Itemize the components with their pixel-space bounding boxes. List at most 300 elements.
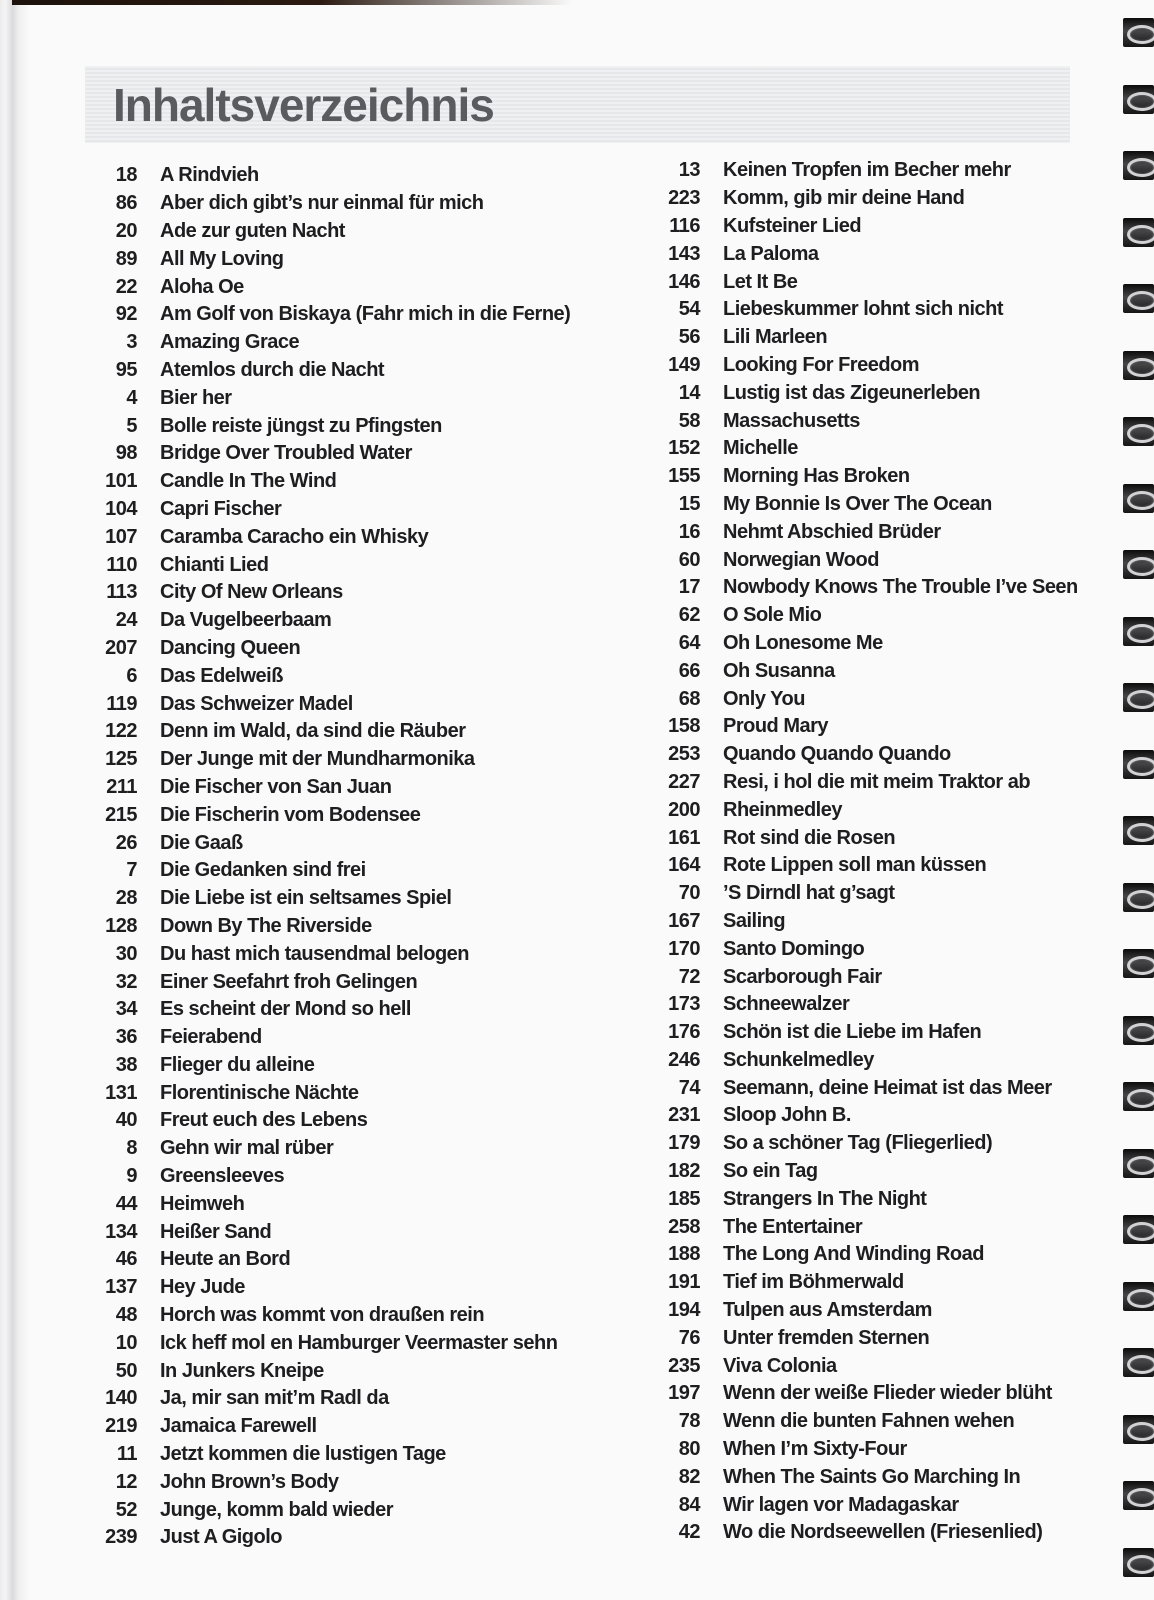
toc-page-number: 176 xyxy=(668,1021,700,1044)
toc-song-title: Tulpen aus Amsterdam xyxy=(723,1299,932,1322)
toc-page-number: 116 xyxy=(669,214,700,237)
toc-entry xyxy=(648,574,1078,602)
toc-song-title: Rote Lippen soll man küssen xyxy=(723,854,987,877)
toc-page-number: 12 xyxy=(115,1470,137,1493)
toc-entry xyxy=(648,657,1078,685)
toc-page-number: 11 xyxy=(116,1443,137,1466)
toc-song-title: Kufsteiner Lied xyxy=(723,214,862,237)
toc-page-number: 58 xyxy=(678,409,700,432)
toc-entry xyxy=(85,496,570,524)
spiral-ring-wire xyxy=(1127,1222,1154,1241)
toc-entry xyxy=(85,1246,570,1274)
toc-page-number: 140 xyxy=(105,1387,137,1410)
toc-song-title: Lili Marleen xyxy=(723,326,828,349)
toc-entry xyxy=(85,1413,570,1441)
toc-entry xyxy=(85,1468,570,1496)
toc-entry xyxy=(648,1102,1078,1130)
spiral-ring-wire xyxy=(1127,1555,1154,1574)
toc-song-title: Das Edelweiß xyxy=(160,664,283,687)
toc-page-number: 161 xyxy=(668,826,700,849)
toc-song-title: Norwegian Wood xyxy=(723,548,879,571)
toc-song-title: Einer Seefahrt froh Gelingen xyxy=(160,970,418,993)
toc-entry xyxy=(648,240,1078,268)
toc-song-title: Schunkelmedley xyxy=(723,1048,874,1071)
toc-entry xyxy=(648,407,1078,435)
toc-page-number: 197 xyxy=(668,1382,700,1405)
toc-page-number: 146 xyxy=(668,270,700,293)
toc-song-title: Capri Fischer xyxy=(160,497,282,520)
toc-page-number: 122 xyxy=(105,720,137,743)
toc-entry xyxy=(648,1019,1078,1047)
toc-song-title: Jamaica Farewell xyxy=(160,1415,317,1438)
toc-song-title: City Of New Orleans xyxy=(160,581,343,604)
spiral-ring xyxy=(1123,750,1154,779)
toc-page-number: 68 xyxy=(678,687,700,710)
toc-page-number: 167 xyxy=(668,909,700,932)
toc-song-title: Schön ist die Liebe im Hafen xyxy=(723,1021,982,1044)
toc-entry xyxy=(85,357,570,385)
toc-entry xyxy=(648,1324,1078,1352)
toc-song-title: The Entertainer xyxy=(723,1215,863,1238)
toc-entry xyxy=(648,435,1078,463)
toc-entry xyxy=(85,468,570,496)
toc-entry xyxy=(648,963,1078,991)
toc-entry xyxy=(648,1491,1078,1519)
toc-page-number: 46 xyxy=(115,1248,137,1271)
toc-song-title: Oh Lonesome Me xyxy=(723,631,883,654)
toc-page-number: 74 xyxy=(678,1076,700,1099)
toc-page-number: 48 xyxy=(115,1304,137,1327)
toc-song-title: Wo die Nordseewellen (Friesenlied) xyxy=(723,1521,1043,1544)
toc-page-number: 78 xyxy=(678,1410,700,1433)
toc-song-title: Santo Domingo xyxy=(723,937,865,960)
toc-entry xyxy=(648,991,1078,1019)
toc-entry xyxy=(85,1329,570,1357)
spiral-ring xyxy=(1123,1016,1154,1045)
toc-page-number: 143 xyxy=(668,242,700,265)
toc-song-title: Wenn der weiße Flieder wieder blüht xyxy=(723,1382,1052,1405)
toc-song-title: Freut euch des Lebens xyxy=(160,1109,368,1132)
toc-page-number: 164 xyxy=(668,854,700,877)
toc-entry xyxy=(85,662,570,690)
toc-song-title: Michelle xyxy=(723,437,798,460)
toc-song-title: O Sole Mio xyxy=(723,604,822,627)
toc-song-title: Liebeskummer lohnt sich nicht xyxy=(723,298,1004,321)
toc-entry xyxy=(85,913,570,941)
spiral-ring-wire xyxy=(1127,557,1154,576)
toc-entry xyxy=(648,157,1078,185)
toc-entry xyxy=(648,546,1078,574)
toc-page-number: 155 xyxy=(668,465,700,488)
toc-entry xyxy=(648,908,1078,936)
spiral-ring-wire xyxy=(1127,25,1154,44)
toc-entry xyxy=(85,1024,570,1052)
toc-page-number: 200 xyxy=(668,798,700,821)
spiral-ring xyxy=(1123,683,1154,712)
spiral-ring-wire xyxy=(1127,1488,1154,1507)
toc-entry xyxy=(648,1074,1078,1102)
toc-page-number: 34 xyxy=(115,998,137,1021)
spiral-ring xyxy=(1123,85,1154,114)
toc-page-number: 8 xyxy=(126,1137,137,1160)
toc-page-number: 173 xyxy=(668,993,700,1016)
toc-song-title: Wenn die bunten Fahnen wehen xyxy=(723,1410,1015,1433)
toc-page-number: 215 xyxy=(105,803,137,826)
toc-page-number: 62 xyxy=(678,604,700,627)
spiral-ring xyxy=(1123,351,1154,380)
toc-entry xyxy=(648,1297,1078,1325)
toc-song-title: Caramba Caracho ein Whisky xyxy=(160,525,429,548)
toc-page-number: 15 xyxy=(678,492,700,515)
toc-song-title: Feierabend xyxy=(160,1026,262,1049)
toc-song-title: Nehmt Abschied Brüder xyxy=(723,520,941,543)
toc-page-number: 72 xyxy=(678,965,700,988)
spiral-ring-wire xyxy=(1127,225,1154,244)
spiral-ring xyxy=(1123,1415,1154,1444)
toc-entry xyxy=(85,635,570,663)
toc-entry xyxy=(85,690,570,718)
toc-page-number: 86 xyxy=(115,192,137,215)
toc-page-number: 194 xyxy=(668,1299,700,1322)
toc-song-title: Scarborough Fair xyxy=(723,965,882,988)
toc-page-number: 211 xyxy=(106,775,137,798)
toc-entry xyxy=(648,1047,1078,1075)
toc-entry xyxy=(85,1052,570,1080)
spiral-ring-wire xyxy=(1127,956,1154,975)
toc-page-number: 6 xyxy=(126,664,137,687)
toc-entry xyxy=(648,213,1078,241)
toc-song-title: Gehn wir mal rüber xyxy=(160,1137,334,1160)
toc-entry xyxy=(85,746,570,774)
toc-page-number: 191 xyxy=(668,1271,700,1294)
toc-song-title: Proud Mary xyxy=(723,715,829,738)
toc-entry xyxy=(648,1130,1078,1158)
toc-page-number: 76 xyxy=(678,1326,700,1349)
toc-song-title: Sloop John B. xyxy=(723,1104,851,1127)
toc-song-title: Looking For Freedom xyxy=(723,353,920,376)
toc-page-number: 18 xyxy=(115,164,137,187)
toc-page-number: 104 xyxy=(105,497,137,520)
toc-entry xyxy=(85,301,570,329)
spiral-ring-wire xyxy=(1127,890,1154,909)
toc-page-number: 89 xyxy=(115,247,137,270)
toc-entry xyxy=(85,968,570,996)
toc-entry xyxy=(85,245,570,273)
toc-song-title: When The Saints Go Marching In xyxy=(723,1465,1021,1488)
toc-song-title: Greensleeves xyxy=(160,1165,285,1188)
spiral-ring xyxy=(1123,1149,1154,1178)
toc-song-title: Am Golf von Biskaya (Fahr mich in die Ferne) xyxy=(160,303,571,326)
toc-entry xyxy=(85,607,570,635)
toc-page-number: 5 xyxy=(126,414,137,437)
toc-page-number: 185 xyxy=(668,1187,700,1210)
toc-song-title: Quando Quando Quando xyxy=(723,743,951,766)
toc-song-title: Denn im Wald, da sind die Räuber xyxy=(160,720,466,743)
toc-page-number: 149 xyxy=(668,353,700,376)
toc-entry xyxy=(85,273,570,301)
toc-page-number: 64 xyxy=(678,631,700,654)
toc-song-title: Bier her xyxy=(160,386,232,409)
toc-entry xyxy=(648,463,1078,491)
toc-song-title: Die Fischerin vom Bodensee xyxy=(160,803,421,826)
toc-page-number: 137 xyxy=(105,1276,137,1299)
page-edge xyxy=(0,0,30,1600)
toc-entry xyxy=(648,1463,1078,1491)
toc-song-title: Wir lagen vor Madagaskar xyxy=(723,1493,959,1516)
toc-song-title: Down By The Riverside xyxy=(160,914,372,937)
toc-entry xyxy=(648,1158,1078,1186)
toc-entry xyxy=(85,440,570,468)
toc-entry xyxy=(85,1357,570,1385)
toc-page-number: 80 xyxy=(678,1438,700,1461)
spiral-ring-wire xyxy=(1127,1422,1154,1441)
spiral-ring-wire xyxy=(1127,823,1154,842)
toc-page-number: 258 xyxy=(668,1215,700,1238)
toc-song-title: Strangers In The Night xyxy=(723,1187,927,1210)
toc-song-title: Florentinische Nächte xyxy=(160,1081,359,1104)
toc-song-title: Heimweh xyxy=(160,1192,245,1215)
toc-song-title: Schneewalzer xyxy=(723,993,850,1016)
toc-song-title: Die Liebe ist ein seltsames Spiel xyxy=(160,887,452,910)
toc-entry xyxy=(85,940,570,968)
toc-song-title: Heißer Sand xyxy=(160,1220,272,1243)
toc-song-title: Komm, gib mir deine Hand xyxy=(723,187,965,210)
spiral-ring xyxy=(1123,1082,1154,1111)
toc-song-title: Candle In The Wind xyxy=(160,470,337,493)
page-title: Inhaltsverzeichnis xyxy=(113,79,494,131)
toc-song-title: Let It Be xyxy=(723,270,798,293)
toc-page-number: 128 xyxy=(105,914,137,937)
toc-entry xyxy=(85,218,570,246)
toc-page-number: 152 xyxy=(668,437,700,460)
spiral-ring-wire xyxy=(1127,1289,1154,1308)
toc-song-title: Only You xyxy=(723,687,805,710)
toc-song-title: John Brown’s Body xyxy=(160,1470,339,1493)
toc-song-title: Ick heff mol en Hamburger Veermaster sehn xyxy=(160,1331,558,1354)
spiral-ring xyxy=(1123,284,1154,313)
toc-song-title: Horch was kommt von draußen rein xyxy=(160,1304,485,1327)
toc-song-title: ’S Dirndl hat g’sagt xyxy=(723,882,895,905)
toc-page-number: 10 xyxy=(115,1331,137,1354)
toc-page-number: 3 xyxy=(126,331,137,354)
toc-entry xyxy=(648,1519,1078,1547)
toc-entry xyxy=(648,1185,1078,1213)
toc-page-number: 24 xyxy=(115,609,137,632)
toc-song-title: Junge, komm bald wieder xyxy=(160,1498,394,1521)
toc-page-number: 56 xyxy=(678,326,700,349)
toc-entry xyxy=(648,880,1078,908)
toc-entry xyxy=(648,824,1078,852)
toc-page-number: 50 xyxy=(115,1359,137,1382)
spiral-ring-wire xyxy=(1127,1023,1154,1042)
toc-page-number: 36 xyxy=(115,1026,137,1049)
toc-page-number: 7 xyxy=(126,859,137,882)
toc-entry xyxy=(648,741,1078,769)
toc-entry xyxy=(85,1496,570,1524)
toc-song-title: Das Schweizer Madel xyxy=(160,692,353,715)
toc-song-title: Viva Colonia xyxy=(723,1354,837,1377)
toc-entry xyxy=(85,1107,570,1135)
toc-song-title: Keinen Tropfen im Becher mehr xyxy=(723,159,1011,182)
toc-page-number: 125 xyxy=(105,748,137,771)
toc-page-number: 170 xyxy=(668,937,700,960)
toc-page-number: 22 xyxy=(115,275,137,298)
toc-song-title: Chianti Lied xyxy=(160,553,269,576)
toc-page-number: 101 xyxy=(105,470,137,493)
toc-entry xyxy=(648,518,1078,546)
spiral-ring-wire xyxy=(1127,424,1154,443)
spiral-ring xyxy=(1123,1348,1154,1377)
toc-song-title: Amazing Grace xyxy=(160,331,300,354)
toc-page-number: 20 xyxy=(115,219,137,242)
spiral-ring-wire xyxy=(1127,358,1154,377)
toc-entry xyxy=(648,630,1078,658)
spiral-ring xyxy=(1123,550,1154,579)
spiral-ring xyxy=(1123,1481,1154,1510)
toc-entry xyxy=(648,1269,1078,1297)
toc-song-title: So a schöner Tag (Fliegerlied) xyxy=(723,1132,993,1155)
toc-page-number: 246 xyxy=(668,1048,700,1071)
toc-entry xyxy=(648,1408,1078,1436)
toc-entry xyxy=(85,1524,570,1552)
toc-page-number: 158 xyxy=(668,715,700,738)
toc-song-title: Die Fischer von San Juan xyxy=(160,775,392,798)
spiral-ring-wire xyxy=(1127,158,1154,177)
spiral-ring-wire xyxy=(1127,1089,1154,1108)
spiral-ring-wire xyxy=(1127,491,1154,510)
toc-entry xyxy=(648,852,1078,880)
toc-page-number: 188 xyxy=(668,1243,700,1266)
spiral-ring xyxy=(1123,218,1154,247)
spiral-ring xyxy=(1123,883,1154,912)
toc-page-number: 207 xyxy=(105,636,137,659)
header-bar xyxy=(85,66,1070,143)
toc-song-title: Nowbody Knows The Trouble I’ve Seen xyxy=(723,576,1078,599)
toc-song-title: The Long And Winding Road xyxy=(723,1243,984,1266)
toc-page-number: 182 xyxy=(668,1160,700,1183)
toc-song-title: Die Gedanken sind frei xyxy=(160,859,366,882)
toc-song-title: Aloha Oe xyxy=(160,275,244,298)
spiral-ring-wire xyxy=(1127,1156,1154,1175)
toc-song-title: Ade zur guten Nacht xyxy=(160,219,345,242)
toc-entry xyxy=(648,379,1078,407)
toc-song-title: My Bonnie Is Over The Ocean xyxy=(723,492,992,515)
toc-entry xyxy=(648,602,1078,630)
toc-entry xyxy=(648,685,1078,713)
spiral-ring xyxy=(1123,617,1154,646)
toc-page-number: 38 xyxy=(115,1053,137,1076)
toc-song-title: Just A Gigolo xyxy=(160,1526,283,1549)
toc-page-number: 239 xyxy=(105,1526,137,1549)
toc-entry xyxy=(648,1380,1078,1408)
toc-page-number: 235 xyxy=(668,1354,700,1377)
toc-song-title: Oh Susanna xyxy=(723,659,835,682)
toc-page-number: 84 xyxy=(678,1493,700,1516)
toc-page-number: 16 xyxy=(678,520,700,543)
toc-page-number: 44 xyxy=(115,1192,137,1215)
spiral-ring-wire xyxy=(1127,690,1154,709)
toc-entry xyxy=(85,190,570,218)
toc-song-title: Es scheint der Mond so hell xyxy=(160,998,411,1021)
toc-song-title: When I’m Sixty-Four xyxy=(723,1438,907,1461)
spiral-ring xyxy=(1123,816,1154,845)
toc-song-title: Die Gaaß xyxy=(160,831,243,854)
spiral-ring-wire xyxy=(1127,757,1154,776)
toc-entry xyxy=(648,1213,1078,1241)
toc-page-number: 13 xyxy=(678,159,700,182)
toc-entry xyxy=(85,1079,570,1107)
toc-song-title: Sailing xyxy=(723,909,786,932)
toc-song-title: Jetzt kommen die lustigen Tage xyxy=(160,1443,446,1466)
toc-entry xyxy=(85,329,570,357)
spiral-ring xyxy=(1123,151,1154,180)
toc-entry xyxy=(85,1274,570,1302)
spiral-ring xyxy=(1123,18,1154,47)
spiral-ring xyxy=(1123,1282,1154,1311)
toc-song-title: Morning Has Broken xyxy=(723,465,910,488)
toc-entry xyxy=(85,1385,570,1413)
spiral-ring-wire xyxy=(1127,1355,1154,1374)
toc-page-number: 227 xyxy=(668,770,700,793)
toc-page-number: 98 xyxy=(115,442,137,465)
toc-song-title: Bolle reiste jüngst zu Pfingsten xyxy=(160,414,442,437)
toc-entry xyxy=(648,1436,1078,1464)
toc-page-number: 231 xyxy=(668,1104,700,1127)
toc-page-number: 32 xyxy=(115,970,137,993)
toc-page-number: 253 xyxy=(668,743,700,766)
toc-song-title: Massachusetts xyxy=(723,409,860,432)
toc-page-number: 107 xyxy=(105,525,137,548)
toc-page-number: 82 xyxy=(678,1465,700,1488)
toc-song-title: Resi, i hol die mit meim Traktor ab xyxy=(723,770,1031,793)
toc-entry xyxy=(648,935,1078,963)
toc-page-number: 219 xyxy=(105,1415,137,1438)
toc-song-title: A Rindvieh xyxy=(160,164,259,187)
page-top-shadow xyxy=(12,0,572,5)
toc-page-number: 30 xyxy=(115,942,137,965)
toc-entry xyxy=(85,1163,570,1191)
toc-page-number: 28 xyxy=(115,887,137,910)
toc-entry xyxy=(85,412,570,440)
toc-song-title: Flieger du alleine xyxy=(160,1053,315,1076)
toc-page-number: 95 xyxy=(115,358,137,381)
toc-entry xyxy=(648,1352,1078,1380)
toc-entry xyxy=(85,996,570,1024)
toc-song-title: Heute an Bord xyxy=(160,1248,291,1271)
toc-page-number: 134 xyxy=(105,1220,137,1243)
toc-song-title: Ja, mir san mit’m Radl da xyxy=(160,1387,389,1410)
toc-page-number: 14 xyxy=(678,381,700,404)
toc-page-number: 70 xyxy=(678,882,700,905)
spiral-ring-wire xyxy=(1127,291,1154,310)
toc-song-title: Der Junge mit der Mundharmonika xyxy=(160,748,475,771)
toc-page-number: 9 xyxy=(126,1165,137,1188)
toc-entry xyxy=(85,774,570,802)
toc-entry xyxy=(85,579,570,607)
spiral-binding xyxy=(1120,0,1154,1600)
toc-entry xyxy=(85,1302,570,1330)
toc-song-title: Aber dich gibt’s nur einmal für mich xyxy=(160,192,484,215)
toc-entry xyxy=(85,1135,570,1163)
spiral-ring xyxy=(1123,484,1154,513)
toc-page-number: 110 xyxy=(106,553,137,576)
toc-page-number: 54 xyxy=(678,298,700,321)
toc-page-number: 17 xyxy=(678,576,700,599)
toc-page-number: 92 xyxy=(115,303,137,326)
toc-page-number: 66 xyxy=(678,659,700,682)
toc-song-title: La Paloma xyxy=(723,242,819,265)
toc-entry xyxy=(85,829,570,857)
